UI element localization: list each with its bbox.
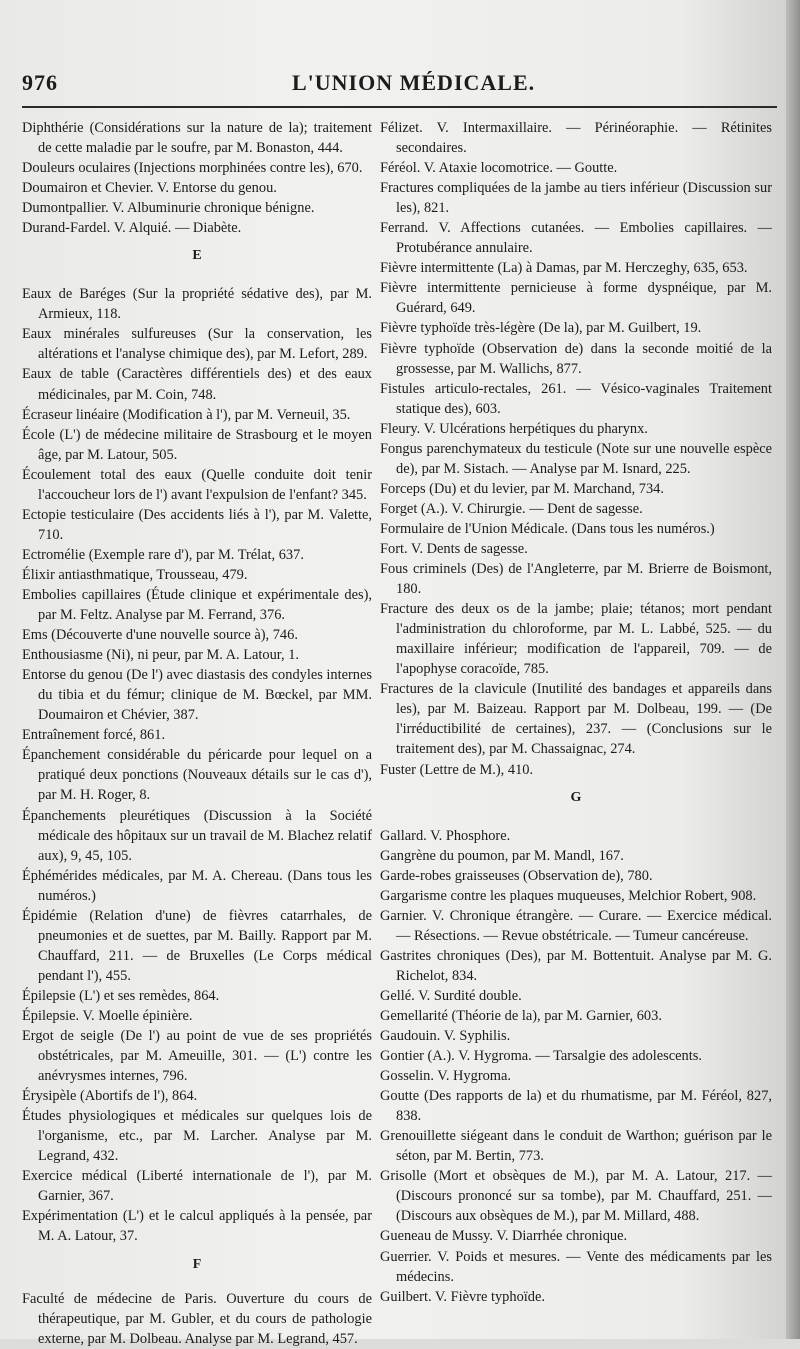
index-entry: Écoulement total des eaux (Quelle conduite doit tenir l'accoucheur lors de l') avant l'expulsion de l'enfant? 345. bbox=[22, 466, 372, 503]
index-entry: Épilepsie. V. Moelle épinière. bbox=[22, 1007, 193, 1024]
section-letter-g: G bbox=[570, 789, 582, 805]
page-header bbox=[22, 70, 777, 108]
index-entry: Gangrène du poumon, par M. Mandl, 167. bbox=[380, 847, 624, 864]
index-entry: Guilbert. V. Fièvre typhoïde. bbox=[380, 1288, 545, 1305]
index-entry: Gontier (A.). V. Hygroma. — Tarsalgie des adolescents. bbox=[380, 1048, 702, 1065]
index-entry: Eaux de Baréges (Sur la propriété sédative des), par M. Armieux, 118. bbox=[22, 286, 372, 323]
index-entry: Ems (Découverte d'une nouvelle source à), 746. bbox=[22, 627, 298, 644]
journal-title: L'UNION MÉDICALE. bbox=[292, 70, 536, 95]
index-entry: Fleury. V. Ulcérations herpétiques du pharynx. bbox=[380, 420, 648, 437]
index-entry: Gargarisme contre les plaques muqueuses, Melchior Robert, 908. bbox=[380, 887, 757, 904]
index-entry: Douleurs oculaires (Injections morphinées contre les), 670. bbox=[22, 160, 363, 177]
page-edge-shadow bbox=[786, 0, 800, 1339]
index-entry: Gemellarité (Théorie de la), par M. Garnier, 603. bbox=[380, 1007, 662, 1024]
index-entry: Dumontpallier. V. Albuminurie chronique bénigne. bbox=[22, 200, 315, 217]
index-entry: Fuster (Lettre de M.), 410. bbox=[380, 761, 534, 778]
index-entry: Goutte (Des rapports de la) et du rhumatisme, par M. Féréol, 827, 838. bbox=[380, 1088, 772, 1125]
index-entry: Gaudouin. V. Syphilis. bbox=[380, 1028, 511, 1045]
index-entry: Fièvre typhoïde très-légère (De la), par M. Guilbert, 19. bbox=[380, 320, 702, 337]
index-entry: Gastrites chroniques (Des), par M. Bottentuit. Analyse par M. G. Richelot, 834. bbox=[380, 947, 772, 984]
index-entry: Félizet. V. Intermaxillaire. — Périnéoraphie. — Rétinites secondaires. bbox=[380, 120, 772, 157]
index-entry: Éphémérides médicales, par M. A. Chereau. (Dans tous les numéros.) bbox=[22, 867, 372, 904]
index-entry: Faculté de médecine de Paris. Ouverture du cours de thérapeutique, par M. Gubler, et du cours de pathologie externe, par M. Dolbeau. Analyse par M. Legrand, 457. bbox=[22, 1290, 372, 1347]
index-entry: Fièvre intermittente pernicieuse à forme dyspnéique, par M. Guérard, 649. bbox=[380, 280, 772, 317]
entries-f-left bbox=[22, 1289, 372, 1349]
section-letter-e: E bbox=[192, 248, 202, 264]
index-entry: Ergot de seigle (De l') au point de vue de ses propriétés obstétricales, par M. Ameuille, 301. — (L') contre les anévrysmes internes, 796. bbox=[22, 1028, 372, 1085]
index-entry: Ectopie testiculaire (Des accidents liés à l'), par M. Valette, 710. bbox=[22, 506, 372, 543]
index-entry: Fongus parenchymateux du testicule (Note sur une nouvelle espèce de), par M. Sistach. — Analyse par M. Isnard, 225. bbox=[380, 440, 772, 477]
index-entry: Forget (A.). V. Chirurgie. — Dent de sagesse. bbox=[380, 500, 643, 517]
index-entry: Féréol. V. Ataxie locomotrice. — Goutte. bbox=[380, 160, 618, 177]
index-entry: Fort. V. Dents de sagesse. bbox=[380, 540, 528, 557]
index-entry: Gallard. V. Phosphore. bbox=[380, 827, 511, 844]
index-entry: Écraseur linéaire (Modification à l'), par M. Verneuil, 35. bbox=[22, 406, 351, 423]
index-entry: Érysipèle (Abortifs de l'), 864. bbox=[22, 1088, 198, 1105]
index-entry: Fractures compliquées de la jambe au tiers inférieur (Discussion sur les), 821. bbox=[380, 180, 772, 217]
index-entry: Guerrier. V. Poids et mesures. — Vente des médicaments par les médecins. bbox=[380, 1248, 772, 1285]
index-entry: Grenouillette siégeant dans le conduit de Warthon; guérison par le séton, par M. Bertin, 773. bbox=[380, 1128, 772, 1165]
index-entry: Épilepsie (L') et ses remèdes, 864. bbox=[22, 987, 220, 1004]
index-entry: Eaux de table (Caractères différentiels des) et des eaux médicinales, par M. Coin, 748. bbox=[22, 366, 372, 403]
index-entry: Gueneau de Mussy. V. Diarrhée chronique. bbox=[380, 1228, 628, 1245]
index-entry: Formulaire de l'Union Médicale. (Dans tous les numéros.) bbox=[380, 520, 715, 537]
index-entry: Épanchements pleurétiques (Discussion à la Société médicale des hôpitaux sur un travail de M. Blachez relatif aux), 9, 45, 105. bbox=[22, 807, 372, 864]
index-entry: Fractures de la clavicule (Inutilité des bandages et appareils dans les), par M. Baizeau. Rapport par M. Dolbeau, 199. — (De l'irréductibilité de certaines), 237. — (Conclusions sur le traitement des), par M. Chassaignac, 274. bbox=[380, 681, 772, 758]
index-entry: Durand-Fardel. V. Alquié. — Diabète. bbox=[22, 220, 242, 237]
entries-e bbox=[22, 284, 372, 1246]
index-entry: Gellé. V. Surdité double. bbox=[380, 987, 522, 1004]
index-entry: Eaux minérales sulfureuses (Sur la conservation, les altérations et l'analyse chimique des), par M. Lefort, 289. bbox=[22, 326, 372, 363]
index-entry: École (L') de médecine militaire de Strasbourg et le moyen âge, par M. Latour, 505. bbox=[22, 426, 372, 463]
index-entry: Fistules articulo-rectales, 261. — Vésico-vaginales Traitement statique des), 603. bbox=[380, 380, 772, 417]
index-entry: Exercice médical (Liberté internationale de l'), par M. Garnier, 367. bbox=[22, 1168, 372, 1205]
entries-g bbox=[380, 826, 772, 1307]
index-entry: Gosselin. V. Hygroma. bbox=[380, 1068, 511, 1085]
entries-f-right bbox=[380, 118, 772, 780]
index-entry: Entorse du genou (De l') avec diastasis des condyles internes du tibia et du fémur; clinique de M. Bœckel, par MM. Doumairon et Chévier, 387. bbox=[22, 667, 372, 724]
index-entry: Études physiologiques et médicales sur quelques lois de l'organisme, etc., par M. Larcher. Analyse par M. Legrand, 432. bbox=[22, 1108, 372, 1165]
index-entry: Ferrand. V. Affections cutanées. — Embolies capillaires. — Protubérance annulaire. bbox=[380, 220, 772, 257]
index-entry: Embolies capillaires (Étude clinique et expérimentale des), par M. Feltz. Analyse par M. Ferrand, 376. bbox=[22, 586, 372, 624]
index-entry: Forceps (Du) et du levier, par M. Marchand, 734. bbox=[380, 480, 664, 497]
index-entry: Garde-robes graisseuses (Observation de), 780. bbox=[380, 867, 653, 884]
left-column bbox=[22, 118, 372, 1349]
entries-d bbox=[22, 118, 372, 238]
index-entry: Garnier. V. Chronique étrangère. — Curare. — Exercice médical. — Résections. — Revue obstétricale. — Tumeur cancéreuse. bbox=[380, 907, 772, 944]
index-entry: Fous criminels (Des) de l'Angleterre, par M. Brierre de Boismont, 180. bbox=[380, 561, 772, 598]
section-letter-f: F bbox=[192, 1256, 202, 1272]
index-entry: Ectromélie (Exemple rare d'), par M. Trélat, 637. bbox=[22, 546, 304, 563]
index-entry: Enthousiasme (Ni), ni peur, par M. A. Latour, 1. bbox=[22, 647, 300, 664]
index-entry: Fracture des deux os de la jambe; plaie; tétanos; mort pendant l'administration du chloroforme, par M. L. Labbé, 525. — du maxillaire inférieur; modification de l'appareil, 709. — de l'apophyse coracoïde, 785. bbox=[380, 601, 772, 678]
index-entry: Fièvre typhoïde (Observation de) dans la seconde moitié de la grossesse, par M. Wallichs, 877. bbox=[380, 340, 772, 377]
page-number: 976 bbox=[22, 70, 58, 95]
right-column bbox=[380, 118, 772, 1307]
index-entry: Entraînement forcé, 861. bbox=[22, 727, 166, 744]
index-entry: Diphthérie (Considérations sur la nature de la); traitement de cette maladie par le soufre, par M. Bonaston, 444. bbox=[22, 120, 372, 157]
index-entry: Épanchement considérable du péricarde pour lequel on a pratiqué deux ponctions (Nouveaux détails sur le cas d'), par M. H. Roger, 8. bbox=[22, 747, 372, 804]
index-entry: Épidémie (Relation d'une) de fièvres catarrhales, de pneumonies et de suettes, par M. Bailly. Rapport par M. Chauffard, 211. — de Bruxelles (Le Corps médical pendant l'), 455. bbox=[22, 907, 372, 984]
index-entry: Expérimentation (L') et le calcul appliqués à la pensée, par M. A. Latour, 37. bbox=[22, 1208, 372, 1245]
index-entry: Fièvre intermittente (La) à Damas, par M. Herczeghy, 635, 653. bbox=[380, 260, 748, 277]
index-entry: Grisolle (Mort et obsèques de M.), par M. A. Latour, 217. — (Discours prononcé sur sa tombe), par M. Chauffard, 251. — (Discours aux obsèques de M.), par M. Millard, 488. bbox=[380, 1168, 772, 1225]
index-entry: Doumairon et Chevier. V. Entorse du genou. bbox=[22, 180, 277, 197]
index-entry: Élixir antiasthmatique, Trousseau, 479. bbox=[22, 566, 248, 583]
